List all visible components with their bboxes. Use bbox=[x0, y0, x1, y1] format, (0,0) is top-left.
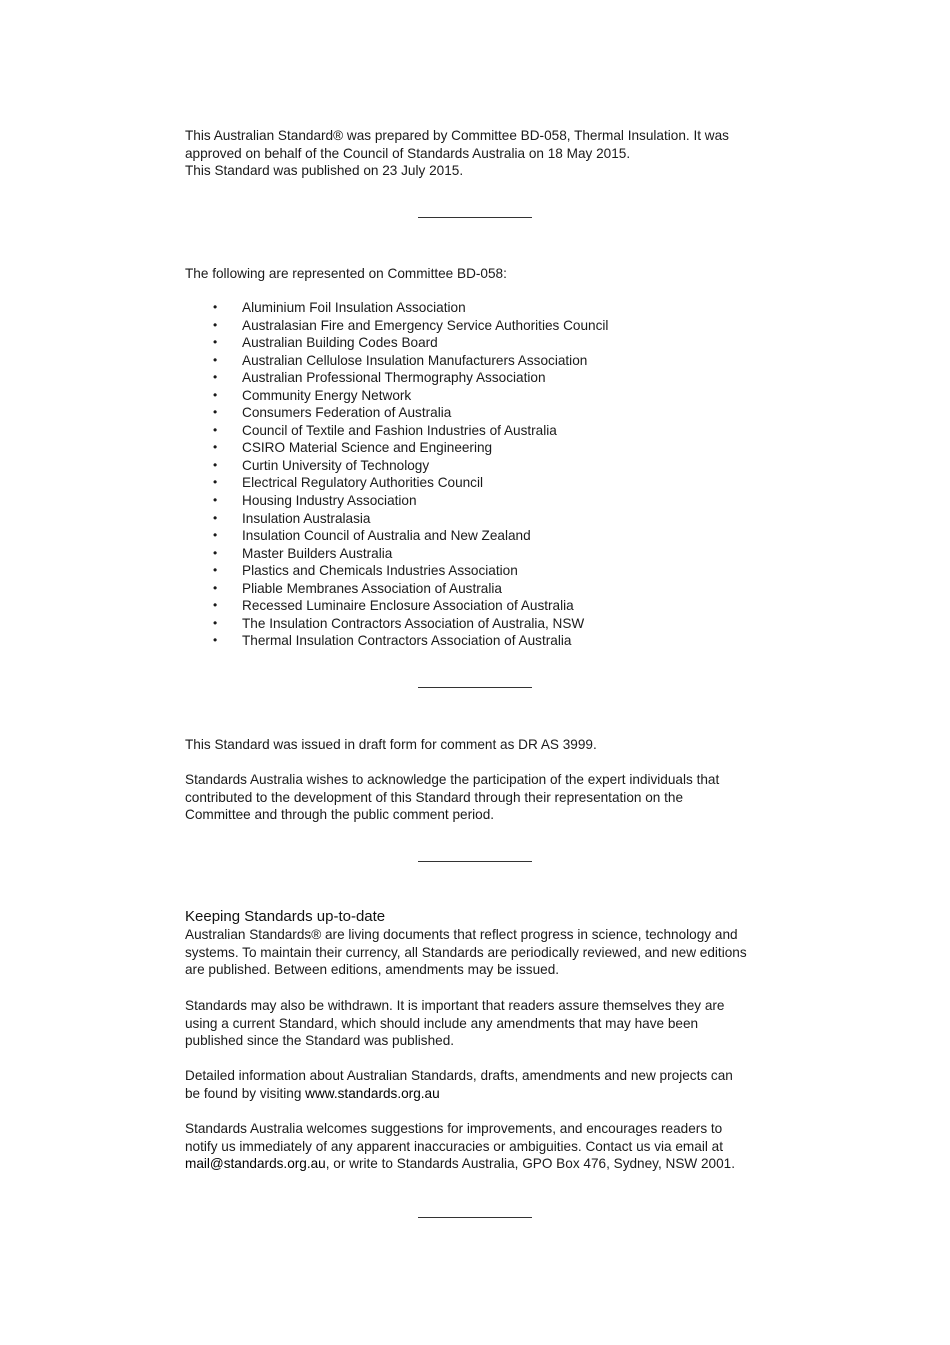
paragraph-line bbox=[185, 1085, 775, 1103]
member-name: Housing Industry Association bbox=[242, 493, 417, 509]
paragraph-text: be found by visiting bbox=[185, 1085, 306, 1101]
member-name: Recessed Luminaire Enclosure Association of Australia bbox=[242, 598, 574, 614]
list-item bbox=[185, 492, 775, 510]
website-link[interactable]: www.standards.org.au bbox=[305, 1085, 440, 1101]
paragraph-line: Standards Australia welcomes suggestions for improvements, and encourages readers to bbox=[185, 1121, 723, 1136]
committee-intro bbox=[185, 265, 775, 283]
list-item bbox=[185, 457, 775, 475]
bullet-icon: • bbox=[213, 405, 218, 420]
bullet-icon: • bbox=[213, 528, 218, 543]
list-item bbox=[185, 352, 775, 370]
paragraph-line: using a current Standard, which should include any amendments that may have been bbox=[185, 1015, 699, 1031]
member-name: Australasian Fire and Emergency Service Authorities Council bbox=[242, 317, 609, 333]
member-name: Australian Building Codes Board bbox=[242, 335, 438, 351]
paragraph-text: , or write to Standards Australia, GPO Box 476, Sydney, NSW 2001. bbox=[325, 1156, 736, 1171]
bullet-icon: • bbox=[213, 335, 218, 350]
list-item bbox=[185, 527, 775, 545]
committee-member-list-container bbox=[185, 299, 775, 650]
list-item bbox=[185, 439, 775, 457]
section-divider-4 bbox=[418, 1217, 532, 1218]
list-item bbox=[185, 387, 775, 405]
list-item bbox=[185, 317, 775, 335]
suggestions-paragraph bbox=[185, 1120, 775, 1173]
bullet-icon: • bbox=[213, 317, 218, 332]
committee-member-list bbox=[185, 299, 775, 650]
bullet-icon: • bbox=[213, 387, 218, 402]
email-link[interactable]: mail@standards.org.au bbox=[185, 1156, 326, 1171]
list-item bbox=[185, 334, 775, 352]
list-item bbox=[185, 545, 775, 563]
bullet-icon: • bbox=[213, 545, 218, 560]
member-name: Electrical Regulatory Authorities Council bbox=[242, 475, 484, 491]
preparation-line-1: This Australian Standard® was prepared by Committee BD-058, Thermal Insulation. It was bbox=[185, 128, 729, 143]
bullet-icon: • bbox=[213, 598, 218, 613]
bullet-icon: • bbox=[213, 352, 218, 367]
acknowledgement-line-1: Standards Australia wishes to acknowledge the participation of the expert individuals that bbox=[185, 772, 720, 787]
paragraph-line: are published. Between editions, amendments may be issued. bbox=[185, 962, 560, 977]
information-paragraph bbox=[185, 1067, 775, 1102]
list-item bbox=[185, 632, 775, 650]
bullet-icon: • bbox=[213, 475, 218, 490]
member-name: Australian Cellulose Insulation Manufacturers Association bbox=[242, 352, 588, 368]
committee-intro-text: The following are represented on Committee BD-058: bbox=[185, 266, 507, 281]
list-item bbox=[185, 404, 775, 422]
list-item bbox=[185, 580, 775, 598]
section-divider-3 bbox=[418, 861, 532, 862]
bullet-icon: • bbox=[213, 563, 218, 578]
publication-date-line: This Standard was published on 23 July 2015. bbox=[185, 163, 464, 178]
member-name: Curtin University of Technology bbox=[242, 457, 430, 473]
acknowledgement bbox=[185, 771, 775, 824]
section-heading: Keeping Standards up-to-date bbox=[185, 908, 386, 925]
member-name: CSIRO Material Science and Engineering bbox=[242, 440, 493, 456]
preparation-statement bbox=[185, 127, 775, 180]
bullet-icon: • bbox=[213, 615, 218, 630]
member-name: Council of Textile and Fashion Industries of Australia bbox=[242, 422, 557, 438]
paragraph-line: Standards may also be withdrawn. It is important that readers assure themselves they are bbox=[185, 998, 725, 1013]
member-name: Insulation Council of Australia and New Zealand bbox=[242, 528, 531, 544]
bullet-icon: • bbox=[213, 510, 218, 525]
list-item bbox=[185, 615, 775, 633]
member-name: Community Energy Network bbox=[242, 387, 412, 403]
draft-statement bbox=[185, 736, 775, 754]
list-item bbox=[185, 369, 775, 387]
paragraph-line: published since the Standard was published. bbox=[185, 1033, 455, 1048]
list-item bbox=[185, 299, 775, 317]
withdrawal-paragraph bbox=[185, 997, 775, 1050]
paragraph-line: systems. To maintain their currency, all Standards are periodically reviewed, and new editions bbox=[185, 944, 747, 960]
bullet-icon: • bbox=[213, 422, 218, 437]
acknowledgement-line-3: Committee and through the public comment period. bbox=[185, 807, 495, 822]
keeping-standards-section bbox=[185, 908, 775, 979]
paragraph-line bbox=[185, 1155, 775, 1173]
list-item bbox=[185, 510, 775, 528]
bullet-icon: • bbox=[213, 580, 218, 595]
paragraph-line: Australian Standards® are living documents that reflect progress in science, technology and bbox=[185, 927, 738, 942]
paragraph-line: Detailed information about Australian Standards, drafts, amendments and new projects can bbox=[185, 1068, 733, 1083]
member-name: Plastics and Chemicals Industries Association bbox=[242, 563, 518, 579]
member-name: Pliable Membranes Association of Australia bbox=[242, 580, 502, 596]
section-divider-2 bbox=[418, 687, 532, 688]
paragraph-line: notify us immediately of any apparent inaccuracies or ambiguities. Contact us via email at bbox=[185, 1138, 723, 1154]
bullet-icon: • bbox=[213, 300, 218, 314]
bullet-icon: • bbox=[213, 633, 218, 648]
preparation-line-2: approved on behalf of the Council of Standards Australia on 18 May 2015. bbox=[185, 145, 631, 161]
bullet-icon: • bbox=[213, 440, 218, 455]
acknowledgement-line-2: contributed to the development of this Standard through their representation on the bbox=[185, 789, 684, 805]
member-name: Aluminium Foil Insulation Association bbox=[242, 300, 466, 315]
member-name: Australian Professional Thermography Association bbox=[242, 370, 546, 386]
section-divider-1 bbox=[418, 217, 532, 218]
member-name: The Insulation Contractors Association of Australia, NSW bbox=[242, 615, 585, 631]
list-item bbox=[185, 474, 775, 492]
draft-issued-text: This Standard was issued in draft form for comment as DR AS 3999. bbox=[185, 737, 597, 752]
member-name: Insulation Australasia bbox=[242, 510, 371, 526]
list-item bbox=[185, 597, 775, 615]
member-name: Consumers Federation of Australia bbox=[242, 405, 452, 421]
bullet-icon: • bbox=[213, 370, 218, 385]
member-name: Thermal Insulation Contractors Association of Australia bbox=[242, 633, 572, 649]
list-item bbox=[185, 422, 775, 440]
bullet-icon: • bbox=[213, 493, 218, 508]
list-item bbox=[185, 562, 775, 580]
bullet-icon: • bbox=[213, 457, 218, 472]
member-name: Master Builders Australia bbox=[242, 545, 393, 561]
